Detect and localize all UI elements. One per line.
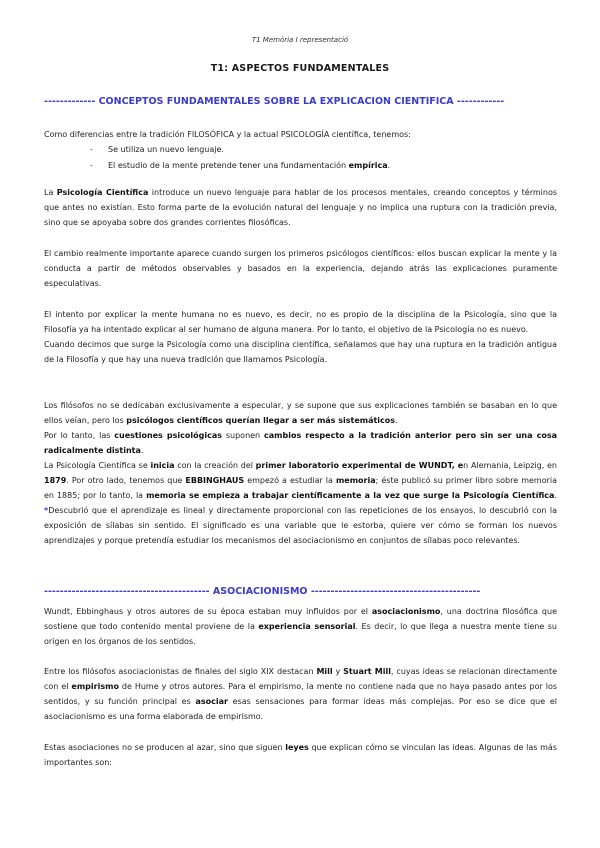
running-header: T1 Memòria I representació bbox=[251, 36, 349, 44]
paragraph-cambio: El cambio realmente importante aparece cuando surgen los primeros psicólogos científicos: ellos buscan explicar la mente y la conducta a partir de métodos observables y basados en la experiencia, dejando atrás las explicaciones puramente especulativas. bbox=[44, 249, 557, 288]
section-heading-conceptos bbox=[44, 96, 560, 107]
list-item bbox=[90, 142, 224, 157]
heading-dashes-right: ------------------------------------------- bbox=[310, 586, 481, 597]
list-item: - El estudio de la mente pretende tener una fundamentación empírica. bbox=[90, 158, 390, 173]
section-heading-asociacionismo bbox=[44, 586, 560, 597]
paragraph-leyes: Estas asociaciones no se producen al azar, sino que siguen leyes que explican cómo se vinculan las ideas. Algunas de las más importantes son: bbox=[44, 743, 558, 767]
list-item-text: Se utiliza un nuevo lenguaje. bbox=[108, 145, 224, 154]
intro-paragraph: Como diferencias entre la tradición FILOSÓFICA y la actual PSICOLOGÍA científica, tenemos: bbox=[44, 130, 411, 139]
heading-dashes-left: ------------------------------------------ bbox=[44, 586, 210, 597]
paragraph-filosofos: Los filósofos no se dedicaban exclusivamente a especular, y se supone que sus explicaciones también se basaban en lo que ellos veían, pero los psicólogos científicos querían llegar a ser más sistemáticos. Por lo tanto, las cuestiones psicológicas suponen cambios respecto a la tradición anterior pero sin ser una cosa radicalmente distinta. La Psicología Científica se inicia con la creación del primer laboratorio experimental de WUNDT, en Alemania, Leipzig, en 1879. Por otro lado, tenemos que EBBINGHAUS empezó a estudiar la memoria; éste publicó su primer libro sobre memoria en 1885; por lo tanto, la memoria se empieza a trabajar científicamente a la vez que surge la Psicología Científica. *Descubrió que el aprendizaje es lineal y directamente proporcional con las repeticiones de los ensayos, lo descubrió con la exposición de sílabas sin sentido. El significado es una variable que le estorba, quiere ver cómo se forman los nuevos aprendizajes y porque pretendía estudiar los mecanismos del asociacionismo en conjuntos de sílabas poco relevantes. bbox=[44, 401, 558, 545]
paragraph-intento: El intento por explicar la mente humana no es nuevo, es decir, no es propio de la disciplina de la Psicología, sino que la Filosofía ya ha intentado explicar al ser humano de alguna manera. Por lo tanto, el objetivo de la Psicología no es nuevo. Cuando decimos que surge la Psicología como una disciplina científica, señalamos que hay una ruptura en la tradición antigua de la Filosofía y que hay una nueva tradición que llamamos Psicología. bbox=[44, 310, 557, 364]
document-title: T1: ASPECTOS FUNDAMENTALES bbox=[210, 63, 390, 74]
paragraph-mill: Entre los filósofos asociacionistas de finales del siglo XIX destacan Mill y Stuart Mill, cuyas ideas se relacionan directamente con el empirismo de Hume y otros autores. Para el empirismo, la mente no contiene nada que no haya pasado antes por los sentidos, y su función principal es asociar esas sensaciones para formar ideas más complejas. Por eso se dice que el asociacionismo es una forma elaborada de empirismo. bbox=[44, 667, 558, 721]
paragraph-psicologia-cientifica: La Psicología Científica introduce un nuevo lenguaje para hablar de los procesos mentales, creando conceptos y términos que antes no existían. Esto forma parte de la evolución natural del lenguaje y no implica una ruptura con la tradición previa, sino que se apoyaba sobre dos grandes corrientes filosóficas. bbox=[44, 188, 558, 227]
paragraph-wundt: Wundt, Ebbinghaus y otros autores de su época estaban muy influidos por el asociacionismo, una doctrina filosófica que sostiene que todo contenido mental proviene de la experiencia sensorial. Es decir, lo que llega a nuestra mente tiene su origen en los órganos de los sentidos. bbox=[44, 607, 557, 646]
bullet-dash: - bbox=[90, 161, 93, 170]
heading-title: CONCEPTOS FUNDAMENTALES SOBRE LA EXPLICACIÓN CIENTÍFICA bbox=[98, 96, 454, 107]
heading-dashes-right: ------------ bbox=[456, 96, 505, 107]
bullet-dash: - bbox=[90, 145, 93, 154]
heading-dashes-left: ------------- bbox=[44, 96, 96, 107]
heading-title: ASOCIACIONISMO bbox=[212, 586, 308, 597]
